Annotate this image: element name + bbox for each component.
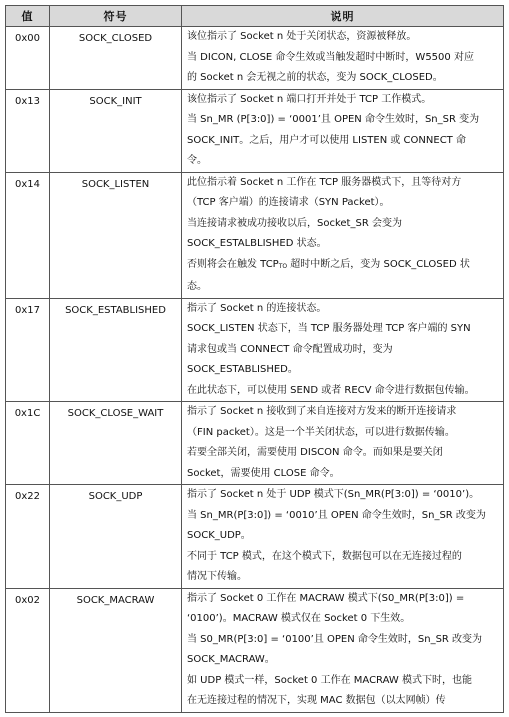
description-line — [187, 255, 497, 278]
description-line: 该位指示了 Socket n 端口打开并处于 TCP 工作模式。 — [187, 93, 432, 105]
description-line: SOCK_MACRAW。 — [187, 654, 275, 665]
description-line: SOCK_ESTABLISHED。 — [187, 364, 298, 375]
description-line: SOCK_UDP。 — [187, 530, 251, 541]
description-line: （FIN packet）。这是一个半关闭状态，可以进行数据传输。 — [187, 426, 455, 438]
description-line: 态。 — [187, 281, 207, 292]
description-line: 如 UDP 模式一样，Socket 0 工作在 MACRAW 模式下时，也能 — [187, 674, 472, 686]
description-line: 当连接请求被成功接收以后，Socket_SR 会变为 — [187, 217, 402, 229]
description-line: 在无连接过程的情况下，实现 MAC 数据包（以太网帧）传 — [187, 695, 446, 706]
timeout-subscript: TO — [278, 262, 288, 270]
row-value: 0x02 — [6, 588, 50, 712]
table-row — [6, 89, 504, 172]
table-header-row — [6, 6, 504, 27]
description-line: 的 Socket n 会无视之前的状态，变为 SOCK_CLOSED。 — [187, 72, 443, 83]
row-symbol: SOCK_LISTEN — [50, 172, 182, 298]
table-row — [6, 27, 504, 90]
description-line: 当 DICON, CLOSE 命令生效或当触发超时中断时，W5500 对应 — [187, 51, 474, 63]
description-line: 该位指示了 Socket n 处于关闭状态，资源被释放。 — [187, 31, 417, 42]
row-description — [182, 172, 504, 298]
description-line: 当 S0_MR(P[3:0] = ‘0100’且 OPEN 命令生效时，Sn_SR 改变为 — [187, 633, 483, 645]
description-line: Socket，需要使用 CLOSE 命令。 — [187, 467, 340, 479]
socket-status-table — [5, 5, 504, 713]
table-row — [6, 298, 504, 402]
description-line: 指示了 Socket 0 工作在 MACRAW 模式下(S0_MR(P[3:0]) = — [187, 592, 465, 604]
row-symbol: SOCK_INIT — [50, 89, 182, 172]
description-line: （TCP 客户端）的连接请求（SYN Packet）。 — [187, 197, 390, 208]
description-line: SOCK_LISTEN 状态下，当 TCP 服务器处理 TCP 客户端的 SYN — [187, 323, 471, 334]
description-line: SOCK_ESTALBLISHED 状态。 — [187, 238, 327, 249]
row-description — [182, 485, 504, 589]
row-value: 0x17 — [6, 298, 50, 402]
row-value: 0x1C — [6, 402, 50, 485]
description-line: 指示了 Socket n 接收到了来自连接对方发来的断开连接请求 — [187, 406, 457, 417]
row-description — [182, 89, 504, 172]
row-description — [182, 588, 504, 712]
row-symbol: SOCK_CLOSED — [50, 27, 182, 90]
description-line: 指示了 Socket n 的连接状态。 — [187, 302, 327, 314]
row-value: 0x13 — [6, 89, 50, 172]
row-description — [182, 402, 504, 485]
row-symbol: SOCK_MACRAW — [50, 588, 182, 712]
description-line: 不同于 TCP 模式，在这个模式下，数据包可以在无连接过程的 — [187, 550, 462, 562]
row-value: 0x00 — [6, 27, 50, 90]
row-description — [182, 298, 504, 402]
description-line: ‘0100’)。MACRAW 模式仅在 Socket 0 下生效。 — [187, 613, 411, 624]
description-line: 当 Sn_MR(P[3:0]) = ‘0010’且 OPEN 命令生效时，Sn_SR 改变为 — [187, 509, 486, 521]
header-symbol: 符号 — [50, 6, 182, 27]
row-symbol: SOCK_ESTABLISHED — [50, 298, 182, 402]
description-line: 当 Sn_MR (P[3:0]) = ‘0001’且 OPEN 命令生效时，Sn_SR 变为 — [187, 114, 480, 125]
header-value: 值 — [6, 6, 50, 27]
description-line: 指示了 Socket n 处于 UDP 模式下(Sn_MR(P[3:0]) = ‘0010’)。 — [187, 489, 480, 500]
description-fragment: 超时中断之后，变为 SOCK_CLOSED 状 — [290, 258, 470, 270]
description-line: 请求包或当 CONNECT 命令配置成功时，变为 — [187, 343, 393, 355]
description-fragment: 否则将会在触发 TCP — [187, 258, 279, 270]
table-row — [6, 485, 504, 589]
table-row — [6, 172, 504, 298]
row-symbol: SOCK_UDP — [50, 485, 182, 589]
description-line: 若要全部关闭，需要使用 DISCON 命令。而如果是要关闭 — [187, 447, 443, 458]
description-line: 令。 — [187, 155, 207, 166]
description-line: SOCK_INIT。之后，用户才可以使用 LISTEN 或 CONNECT 命 — [187, 134, 466, 146]
row-value: 0x22 — [6, 485, 50, 589]
row-description — [182, 27, 504, 90]
description-line: 情况下传输。 — [187, 571, 247, 582]
table-row — [6, 402, 504, 485]
header-description: 说明 — [182, 6, 504, 27]
row-value: 0x14 — [6, 172, 50, 298]
row-symbol: SOCK_CLOSE_WAIT — [50, 402, 182, 485]
description-line: 在此状态下，可以使用 SEND 或者 RECV 命令进行数据包传输。 — [187, 384, 475, 396]
description-line: 此位指示着 Socket n 工作在 TCP 服务器模式下，且等待对方 — [187, 176, 462, 188]
table-row — [6, 588, 504, 712]
